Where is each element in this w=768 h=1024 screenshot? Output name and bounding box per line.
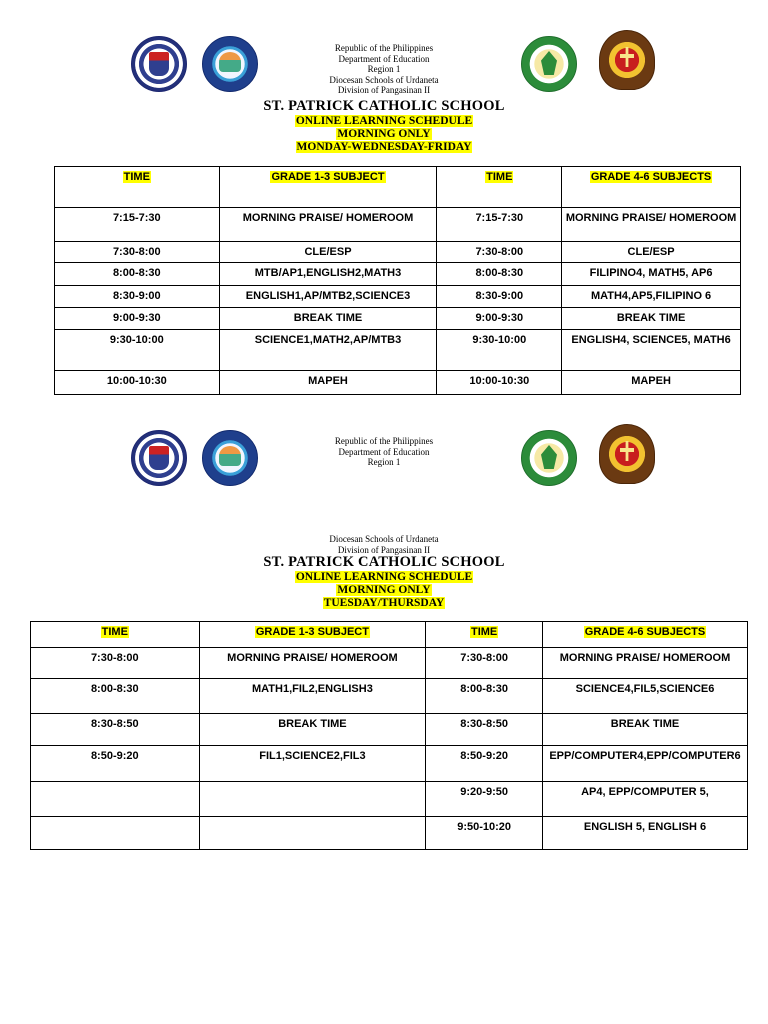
header-cell: TIME: [437, 167, 562, 208]
subject-cell: SCIENCE1,MATH2,AP/MTB3: [219, 330, 437, 371]
header-cell: TIME: [55, 167, 220, 208]
subject-cell: FIL1,SCIENCE2,FIL3: [199, 746, 426, 782]
table-row: [55, 242, 741, 263]
time-cell: 9:00-9:30: [437, 308, 562, 330]
subject-cell: BREAK TIME: [543, 714, 748, 746]
table-row: [55, 330, 741, 371]
time-cell: 8:00-8:30: [426, 679, 543, 714]
subject-cell: ENGLISH 5, ENGLISH 6: [543, 817, 748, 850]
logo-deped: [131, 430, 187, 486]
letterhead-1: [284, 43, 484, 96]
schedule-session: MORNING ONLY: [337, 584, 431, 596]
logo-pangasinan: [202, 36, 258, 92]
time-cell: 9:30-10:00: [437, 330, 562, 371]
header-cell: TIME: [426, 622, 543, 648]
time-cell: 8:00-8:30: [437, 263, 562, 286]
schedule-table-1: [54, 166, 741, 395]
time-cell: [31, 817, 200, 850]
time-cell: 10:00-10:30: [55, 371, 220, 395]
header-cell: GRADE 4-6 SUBJECTS: [543, 622, 748, 648]
schedule-days: MONDAY-WEDNESDAY-FRIDAY: [296, 141, 472, 153]
diocesan-text: Diocesan Schools of Urdaneta: [329, 534, 439, 544]
table-row: [31, 817, 748, 850]
schedule-days: TUESDAY/THURSDAY: [323, 597, 445, 609]
subject-cell: CLE/ESP: [219, 242, 437, 263]
schedule-table-2: [30, 621, 748, 850]
time-cell: 8:00-8:30: [55, 263, 220, 286]
subject-cell: BREAK TIME: [562, 308, 741, 330]
subject-cell: MORNING PRAISE/ HOMEROOM: [543, 648, 748, 679]
schedule-title: ONLINE LEARNING SCHEDULE: [295, 115, 473, 127]
subject-cell: BREAK TIME: [199, 714, 426, 746]
table-row: [31, 782, 748, 817]
school-name: ST. PATRICK CATHOLIC SCHOOL: [263, 554, 505, 570]
subject-cell: [199, 782, 426, 817]
logo-deped: [131, 36, 187, 92]
logo-diocesan-schools: [599, 30, 655, 90]
schedule-title: ONLINE LEARNING SCHEDULE: [295, 571, 473, 583]
subject-cell: AP4, EPP/COMPUTER 5,: [543, 782, 748, 817]
subject-cell: MORNING PRAISE/ HOMEROOM: [219, 208, 437, 242]
subject-cell: [199, 817, 426, 850]
time-cell: 9:00-9:30: [55, 308, 220, 330]
table-row: [55, 371, 741, 395]
subject-cell: ENGLISH1,AP/MTB2,SCIENCE3: [219, 286, 437, 308]
subject-cell: MAPEH: [219, 371, 437, 395]
time-cell: 7:15-7:30: [55, 208, 220, 242]
republic-text: Republic of the Philippines: [334, 436, 434, 446]
subject-cell: FILIPINO4, MATH5, AP6: [562, 263, 741, 286]
table-row: [31, 679, 748, 714]
logo-st-patrick: [521, 36, 577, 92]
time-cell: 8:30-9:00: [437, 286, 562, 308]
time-cell: 8:30-9:00: [55, 286, 220, 308]
time-cell: 8:50-9:20: [31, 746, 200, 782]
diocesan-text: Diocesan Schools of Urdaneta: [329, 74, 439, 85]
subject-cell: ENGLISH4, SCIENCE5, MATH6: [562, 330, 741, 371]
time-cell: 9:20-9:50: [426, 782, 543, 817]
subject-cell: CLE/ESP: [562, 242, 741, 263]
time-cell: 7:15-7:30: [437, 208, 562, 242]
subject-cell: MTB/AP1,ENGLISH2,MATH3: [219, 263, 437, 286]
region-text: Region 1: [367, 64, 401, 74]
subject-cell: MORNING PRAISE/ HOMEROOM: [199, 648, 426, 679]
table-row: [31, 714, 748, 746]
table-row: [55, 208, 741, 242]
subject-cell: SCIENCE4,FIL5,SCIENCE6: [543, 679, 748, 714]
subject-cell: MATH4,AP5,FILIPINO 6: [562, 286, 741, 308]
table-row: [55, 263, 741, 286]
header-cell: GRADE 1-3 SUBJECT: [219, 167, 437, 208]
letterhead-2: [284, 436, 484, 468]
table-row: [55, 308, 741, 330]
time-cell: 7:30-8:00: [426, 648, 543, 679]
division-text: Division of Pangasinan II: [337, 544, 431, 555]
table-row: [31, 746, 748, 782]
subject-cell: EPP/COMPUTER4,EPP/COMPUTER6: [543, 746, 748, 782]
republic-text: Republic of the Philippines: [334, 43, 434, 53]
division-text: Division of Pangasinan II: [337, 85, 431, 95]
logo-pangasinan: [202, 430, 258, 486]
time-cell: 8:30-8:50: [426, 714, 543, 746]
time-cell: 10:00-10:30: [437, 371, 562, 395]
table-row: [55, 286, 741, 308]
logo-diocesan-schools: [599, 424, 655, 484]
subject-cell: MATH1,FIL2,ENGLISH3: [199, 679, 426, 714]
table-row: [31, 648, 748, 679]
time-cell: 9:50-10:20: [426, 817, 543, 850]
logo-st-patrick: [521, 430, 577, 486]
time-cell: 8:30-8:50: [31, 714, 200, 746]
deped-text: Department of Education: [338, 53, 430, 64]
time-cell: 9:30-10:00: [55, 330, 220, 371]
school-name: ST. PATRICK CATHOLIC SCHOOL: [263, 98, 505, 114]
time-cell: [31, 782, 200, 817]
region-text: Region 1: [367, 457, 401, 467]
header-cell: TIME: [31, 622, 200, 648]
time-cell: 7:30-8:00: [437, 242, 562, 263]
letterhead-2b: [284, 534, 484, 555]
time-cell: 8:50-9:20: [426, 746, 543, 782]
schedule-session: MORNING ONLY: [337, 128, 431, 140]
time-cell: 7:30-8:00: [31, 648, 200, 679]
time-cell: 8:00-8:30: [31, 679, 200, 714]
subject-cell: BREAK TIME: [219, 308, 437, 330]
header-cell: GRADE 1-3 SUBJECT: [199, 622, 426, 648]
subject-cell: MAPEH: [562, 371, 741, 395]
time-cell: 7:30-8:00: [55, 242, 220, 263]
subject-cell: MORNING PRAISE/ HOMEROOM: [562, 208, 741, 242]
header-cell: GRADE 4-6 SUBJECTS: [562, 167, 741, 208]
deped-text: Department of Education: [338, 446, 430, 457]
